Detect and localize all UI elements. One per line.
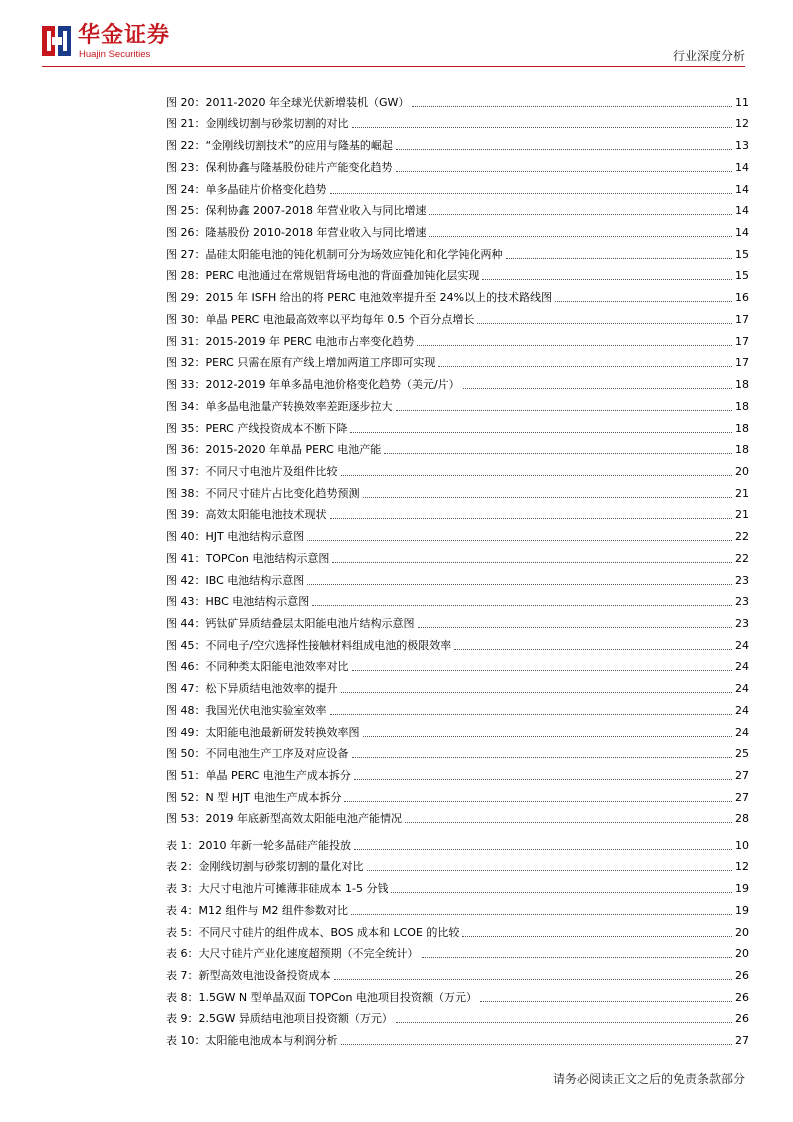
entry-page-number: 21: [735, 508, 749, 522]
entry-label: 图 36：: [166, 443, 206, 457]
entry-label: 图 53：: [166, 812, 206, 826]
entry-page-number: 19: [735, 882, 749, 896]
entry-title: 隆基股份 2010-2018 年营业收入与同比增速: [205, 226, 427, 240]
dot-leader: [438, 366, 732, 367]
dot-leader: [341, 1044, 733, 1045]
table-index-entry[interactable]: [166, 983, 749, 1005]
entry-title: 太阳能电池成本与利润分析: [205, 1034, 338, 1048]
entry-title: PERC 只需在原有产线上增加两道工序即可实现: [205, 356, 436, 370]
entry-title: 松下异质结电池效率的提升: [205, 682, 338, 696]
dot-leader: [352, 670, 733, 671]
figure-index-entry[interactable]: [166, 522, 749, 544]
entry-page-number: 26: [735, 990, 749, 1004]
dot-leader: [363, 736, 733, 737]
entry-label: 表 1：: [166, 838, 199, 852]
figure-index-entry[interactable]: [166, 609, 749, 631]
entry-title: 不同电子/空穴选择性接触材料组成电池的极限效率: [205, 638, 452, 652]
figure-index-entry[interactable]: [166, 349, 749, 371]
entry-page-number: 20: [735, 925, 749, 939]
figure-index-entry[interactable]: [166, 131, 749, 153]
entry-label: 图 39：: [166, 508, 206, 522]
figure-index-entry[interactable]: [166, 740, 749, 762]
dot-leader: [477, 323, 732, 324]
figure-index-entry[interactable]: [166, 588, 749, 610]
dot-leader: [506, 258, 733, 259]
entry-page-number: 22: [735, 551, 749, 565]
entry-label: 图 42：: [166, 573, 206, 587]
entry-page-number: 24: [735, 725, 749, 739]
entry-title: 单晶 PERC 电池生产成本拆分: [205, 769, 351, 782]
dot-leader: [417, 345, 732, 346]
entry-label: 图 47：: [166, 682, 206, 696]
entry-label: 图 46：: [166, 660, 206, 674]
dot-leader: [344, 801, 732, 802]
entry-title: 2010 年新一轮多晶硅产能投放: [198, 838, 351, 852]
entry-label: 图 27：: [166, 247, 206, 261]
table-index: [166, 831, 749, 1048]
dot-leader: [352, 757, 733, 758]
entry-title: 2.5GW 异质结电池项目投资额（万元）: [198, 1012, 393, 1026]
entry-page-number: 14: [735, 204, 749, 218]
dot-leader: [418, 627, 733, 628]
entry-label: 图 32：: [166, 356, 206, 370]
footer-disclaimer: 请务必阅读正文之后的免责条款部分: [552, 1072, 745, 1086]
entry-label: 图 49：: [166, 725, 206, 739]
entry-label: 表 9：: [166, 1012, 199, 1026]
dot-leader: [330, 518, 733, 519]
entry-title: 金刚线切割与砂浆切割的量化对比: [198, 860, 364, 874]
entry-page-number: 19: [735, 903, 749, 917]
entry-label: 表 6：: [166, 947, 199, 961]
entry-label: 表 3：: [166, 882, 199, 896]
figure-index-entry[interactable]: [166, 197, 749, 219]
table-index-entry[interactable]: [166, 874, 749, 896]
entry-page-number: 18: [735, 421, 749, 435]
entry-title: 2012-2019 年单多晶电池价格变化趋势（美元/片）: [205, 378, 460, 392]
entry-label: 表 2：: [166, 860, 199, 874]
entry-page-number: 12: [735, 860, 749, 874]
entry-title: 金刚线切割与砂浆切割的对比: [205, 117, 349, 131]
dot-leader: [330, 193, 733, 194]
dot-leader: [462, 936, 732, 937]
figure-index-entry[interactable]: [166, 392, 749, 414]
entry-title: M12 组件与 M2 组件参数对比: [198, 903, 348, 917]
entry-title: 我国光伏电池实验室效率: [205, 703, 327, 717]
entry-page-number: 20: [735, 947, 749, 961]
entry-page-number: 27: [735, 769, 749, 782]
entry-label: 图 33：: [166, 378, 206, 392]
entry-page-number: 17: [735, 356, 749, 370]
figure-index-entry[interactable]: [166, 718, 749, 740]
entry-title: 不同尺寸硅片的组件成本、BOS 成本和 LCOE 的比较: [198, 925, 460, 939]
entry-label: 表 10：: [166, 1034, 206, 1048]
figure-index-entry[interactable]: [166, 479, 749, 501]
dot-leader: [555, 301, 732, 302]
entry-title: “金刚线切割技术”的应用与隆基的崛起: [205, 139, 393, 153]
dot-leader: [341, 692, 733, 693]
entry-page-number: 23: [735, 616, 749, 630]
entry-page-number: 18: [735, 378, 749, 392]
entry-title: 2015-2020 年单晶 PERC 电池产能: [205, 443, 382, 457]
figure-index-entry[interactable]: [166, 805, 749, 827]
entry-label: 图 52：: [166, 790, 206, 804]
dot-leader: [307, 540, 732, 541]
dot-leader: [350, 432, 732, 433]
entry-page-number: 12: [735, 117, 749, 131]
entry-page-number: 18: [735, 443, 749, 457]
entry-label: 图 44：: [166, 616, 206, 630]
entry-page-number: 28: [735, 812, 749, 826]
dot-leader: [330, 714, 733, 715]
entry-title: 晶硅太阳能电池的钝化机制可分为场效应钝化和化学钝化两种: [205, 247, 503, 261]
entry-label: 表 8：: [166, 990, 199, 1004]
table-index-entry[interactable]: [166, 831, 749, 853]
dot-leader: [396, 1022, 732, 1023]
entry-label: 图 20：: [166, 95, 206, 109]
entry-page-number: 11: [735, 95, 749, 109]
entry-page-number: 26: [735, 1012, 749, 1026]
entry-label: 图 21：: [166, 117, 206, 131]
entry-label: 图 35：: [166, 421, 206, 435]
entry-label: 图 37：: [166, 464, 206, 478]
entry-title: 保利协鑫与隆基股份硅片产能变化趋势: [205, 160, 393, 174]
entry-title: 不同电池生产工序及对应设备: [205, 747, 349, 761]
dot-leader: [454, 649, 732, 650]
entry-page-number: 15: [735, 247, 749, 261]
figure-index-entry[interactable]: [166, 436, 749, 458]
entry-page-number: 20: [735, 464, 749, 478]
entry-title: 保利协鑫 2007-2018 年营业收入与同比增速: [205, 204, 427, 218]
entry-label: 图 43：: [166, 595, 206, 609]
entry-page-number: 24: [735, 703, 749, 717]
entry-label: 图 29：: [166, 291, 206, 305]
entry-label: 图 50：: [166, 747, 206, 761]
figure-index-entry[interactable]: [166, 414, 749, 436]
figure-index-entry[interactable]: [166, 88, 749, 110]
entry-page-number: 13: [735, 139, 749, 153]
entry-label: 表 5：: [166, 925, 199, 939]
dot-leader: [480, 1001, 732, 1002]
entry-label: 图 45：: [166, 638, 206, 652]
figure-index-entry[interactable]: [166, 110, 749, 132]
dot-leader: [352, 127, 733, 128]
table-index-entry[interactable]: [166, 961, 749, 983]
dot-leader: [412, 106, 732, 107]
dot-leader: [396, 410, 733, 411]
entry-page-number: 14: [735, 182, 749, 196]
table-index-entry[interactable]: [166, 1026, 749, 1048]
dot-leader: [354, 779, 732, 780]
entry-page-number: 25: [735, 747, 749, 761]
entry-page-number: 18: [735, 399, 749, 413]
dot-leader: [422, 957, 733, 958]
entry-title: 太阳能电池最新研发转换效率图: [205, 725, 360, 739]
entry-page-number: 23: [735, 595, 749, 609]
figure-index-entry[interactable]: [166, 653, 749, 675]
entry-title: 单多晶电池量产转换效率差距逐步拉大: [205, 399, 393, 413]
entry-title: 高效太阳能电池技术现状: [205, 508, 327, 522]
entry-page-number: 17: [735, 334, 749, 348]
entry-page-number: 14: [735, 160, 749, 174]
entry-title: 2011-2020 年全球光伏新增装机（GW）: [205, 95, 410, 109]
dot-leader: [463, 388, 732, 389]
table-index-entry[interactable]: [166, 940, 749, 962]
dot-leader: [391, 892, 732, 893]
figure-index-entry[interactable]: [166, 218, 749, 240]
dot-leader: [396, 149, 732, 150]
figure-index-entry[interactable]: [166, 783, 749, 805]
entry-title: IBC 电池结构示意图: [205, 573, 305, 587]
figure-index-entry[interactable]: [166, 674, 749, 696]
entry-label: 表 7：: [166, 969, 199, 983]
entry-label: 图 51：: [166, 769, 206, 782]
figure-index-entry[interactable]: [166, 501, 749, 523]
figure-index: [166, 88, 749, 826]
dot-leader: [482, 279, 732, 280]
entry-title: 2015 年 ISFH 给出的将 PERC 电池效率提升至 24%以上的技术路线图: [205, 291, 553, 305]
entry-title: 2019 年底新型高效太阳能电池产能情况: [205, 812, 402, 826]
entry-title: 不同种类太阳能电池效率对比: [205, 660, 349, 674]
figure-index-entry[interactable]: [166, 544, 749, 566]
brand-name-cn: 华金证券: [78, 23, 171, 48]
dot-leader: [332, 562, 732, 563]
entry-label: 图 26：: [166, 226, 206, 240]
table-index-entry[interactable]: [166, 896, 749, 918]
entry-title: 2015-2019 年 PERC 电池市占率变化趋势: [205, 334, 415, 348]
dot-leader: [429, 236, 732, 237]
entry-title: 不同尺寸硅片占比变化趋势预测: [205, 486, 360, 500]
figure-index-entry[interactable]: [166, 305, 749, 327]
table-index-entry[interactable]: [166, 1005, 749, 1027]
dot-leader: [341, 475, 733, 476]
entry-label: 图 31：: [166, 334, 206, 348]
figure-index-entry[interactable]: [166, 283, 749, 305]
entry-title: 大尺寸电池片可摊薄非硅成本 1-5 分钱: [198, 882, 389, 896]
table-index-entry[interactable]: [166, 853, 749, 875]
brand-name-en: Huajin Securities: [79, 49, 151, 60]
entry-page-number: 14: [735, 226, 749, 240]
figure-index-entry[interactable]: [166, 566, 749, 588]
entry-page-number: 22: [735, 530, 749, 544]
entry-label: 图 22：: [166, 139, 206, 153]
entry-title: 单多晶硅片价格变化趋势: [205, 182, 327, 196]
entry-title: 不同尺寸电池片及组件比较: [205, 464, 338, 478]
huajin-logo-icon: [42, 24, 72, 58]
entry-title: N 型 HJT 电池生产成本拆分: [205, 790, 342, 804]
dot-leader: [334, 979, 733, 980]
entry-title: HJT 电池结构示意图: [205, 530, 305, 544]
entry-title: TOPCon 电池结构示意图: [205, 551, 330, 565]
entry-page-number: 23: [735, 573, 749, 587]
table-index-entry[interactable]: [166, 918, 749, 940]
entry-page-number: 16: [735, 291, 749, 305]
entry-page-number: 17: [735, 312, 749, 326]
entry-label: 表 4：: [166, 903, 199, 917]
entry-title: 新型高效电池设备投资成本: [198, 969, 331, 983]
entry-label: 图 24：: [166, 182, 206, 196]
figure-index-entry[interactable]: [166, 370, 749, 392]
dot-leader: [363, 497, 733, 498]
dot-leader: [354, 849, 732, 850]
entry-label: 图 23：: [166, 160, 206, 174]
entry-label: 图 34：: [166, 399, 206, 413]
figure-index-entry[interactable]: [166, 175, 749, 197]
entry-page-number: 15: [735, 269, 749, 283]
dot-leader: [405, 822, 732, 823]
dot-leader: [307, 584, 732, 585]
figure-index-entry[interactable]: [166, 240, 749, 262]
entry-label: 图 30：: [166, 312, 206, 326]
figure-index-entry[interactable]: [166, 327, 749, 349]
entry-label: 图 41：: [166, 551, 206, 565]
entry-page-number: 27: [735, 1034, 749, 1048]
entry-page-number: 26: [735, 969, 749, 983]
entry-title: HBC 电池结构示意图: [205, 595, 310, 609]
entry-title: 钙钛矿异质结叠层太阳能电池片结构示意图: [205, 616, 415, 630]
entry-page-number: 10: [735, 838, 749, 852]
dot-leader: [384, 453, 732, 454]
entry-title: 1.5GW N 型单晶双面 TOPCon 电池项目投资额（万元）: [198, 990, 478, 1004]
entry-title: 大尺寸硅片产业化速度超预期（不完全统计）: [198, 947, 419, 961]
entry-title: 单晶 PERC 电池最高效率以平均每年 0.5 个百分点增长: [205, 312, 475, 326]
entry-label: 图 40：: [166, 530, 206, 544]
figure-index-entry[interactable]: [166, 457, 749, 479]
entry-title: PERC 电池通过在常规铝背场电池的背面叠加钝化层实现: [205, 269, 480, 283]
dot-leader: [312, 605, 732, 606]
entry-page-number: 27: [735, 790, 749, 804]
dot-leader: [396, 171, 733, 172]
figure-index-entry[interactable]: [166, 262, 749, 284]
report-category: 行业深度分析: [672, 49, 745, 63]
entry-title: PERC 产线投资成本不断下降: [205, 421, 348, 435]
entry-page-number: 24: [735, 660, 749, 674]
brand-logo: [42, 22, 242, 64]
entry-page-number: 21: [735, 486, 749, 500]
entry-label: 图 48：: [166, 703, 206, 717]
entry-label: 图 38：: [166, 486, 206, 500]
figure-index-entry[interactable]: [166, 761, 749, 783]
figure-index-entry[interactable]: [166, 696, 749, 718]
figure-index-entry[interactable]: [166, 153, 749, 175]
entry-page-number: 24: [735, 682, 749, 696]
entry-page-number: 24: [735, 638, 749, 652]
figure-index-entry[interactable]: [166, 631, 749, 653]
header-divider: [42, 66, 745, 67]
entry-label: 图 28：: [166, 269, 206, 283]
dot-leader: [367, 870, 733, 871]
entry-label: 图 25：: [166, 204, 206, 218]
dot-leader: [351, 914, 732, 915]
dot-leader: [429, 214, 732, 215]
